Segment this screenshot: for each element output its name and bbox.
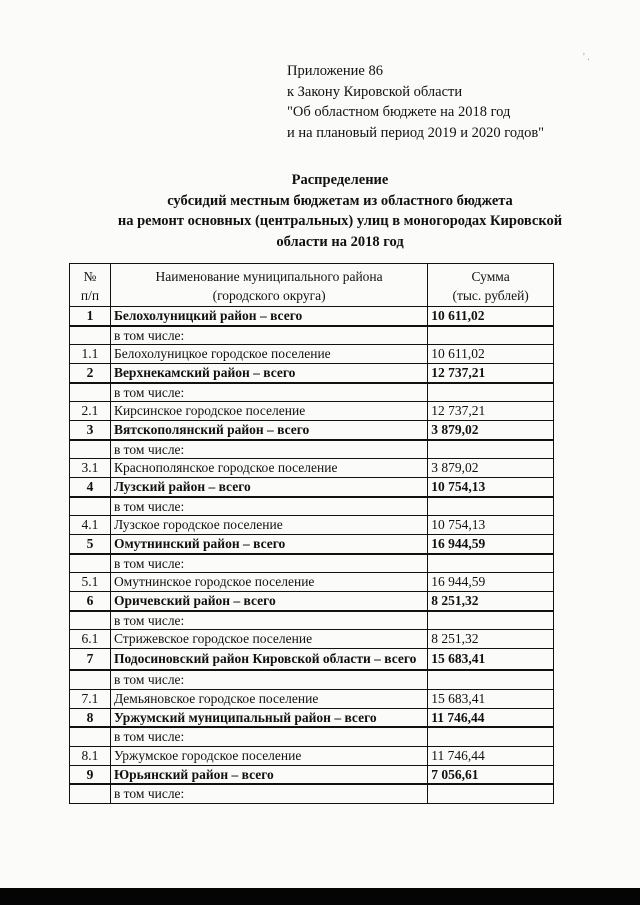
including-row <box>70 497 554 516</box>
subsidy-table <box>69 263 554 804</box>
appendix-line-1: Приложение 86 <box>287 63 383 79</box>
row-amount-cell <box>428 383 554 402</box>
row-name-cell: в том числе: <box>110 784 427 803</box>
settlement-row <box>70 630 554 649</box>
row-amount-cell: 11 746,44 <box>428 708 554 727</box>
row-number-cell: 2.1 <box>70 402 111 421</box>
row-number-cell: 8 <box>70 708 111 727</box>
row-name-cell: Уржумское городское поселение <box>110 746 427 765</box>
district-total-row <box>70 307 554 326</box>
settlement-row <box>70 573 554 592</box>
row-amount-cell: 16 944,59 <box>428 535 554 554</box>
row-name-cell: Демьяновское городское поселение <box>110 689 427 708</box>
including-row <box>70 326 554 345</box>
row-name-cell: Юрьянский район – всего <box>110 765 427 784</box>
row-number-cell <box>70 326 111 345</box>
row-name-cell: Лузский район – всего <box>110 478 427 497</box>
table-header-row <box>70 264 554 307</box>
row-number-cell <box>70 784 111 803</box>
title-line-1: Распределение <box>291 172 389 188</box>
row-amount-cell <box>428 326 554 345</box>
district-total-row <box>70 421 554 440</box>
settlement-row <box>70 345 554 364</box>
row-amount-cell: 8 251,32 <box>428 630 554 649</box>
district-total-row <box>70 478 554 497</box>
row-amount-cell: 16 944,59 <box>428 573 554 592</box>
row-amount-cell: 15 683,41 <box>428 689 554 708</box>
row-amount-cell: 3 879,02 <box>428 459 554 478</box>
header-name-line-2: (городского округа) <box>212 288 326 303</box>
header-num-line-1: № <box>83 269 97 284</box>
row-number-cell <box>70 611 111 630</box>
row-amount-cell: 7 056,61 <box>428 765 554 784</box>
row-number-cell: 7.1 <box>70 689 111 708</box>
row-name-cell: Верхнекамский район – всего <box>110 364 427 383</box>
row-number-cell <box>70 497 111 516</box>
row-name-cell: в том числе: <box>110 497 427 516</box>
including-row <box>70 554 554 573</box>
row-number-cell: 2 <box>70 364 111 383</box>
row-name-cell: в том числе: <box>110 383 427 402</box>
header-num <box>70 264 111 307</box>
row-amount-cell: 10 754,13 <box>428 516 554 535</box>
row-number-cell <box>70 727 111 746</box>
row-name-cell: Уржумский муниципальный район – всего <box>110 708 427 727</box>
title-line-2: субсидий местным бюджетам из областного бюджета <box>167 192 513 209</box>
row-number-cell <box>70 383 111 402</box>
including-row <box>70 611 554 630</box>
settlement-row <box>70 402 554 421</box>
row-name-cell: в том числе: <box>110 670 427 689</box>
row-number-cell: 6.1 <box>70 630 111 649</box>
header-name <box>110 264 427 307</box>
settlement-row <box>70 459 554 478</box>
row-amount-cell <box>428 497 554 516</box>
title-line-3: на ремонт основных (центральных) улиц в моногородах Кировской <box>117 213 563 229</box>
district-total-row <box>70 649 554 671</box>
including-row <box>70 440 554 459</box>
row-number-cell: 3 <box>70 421 111 440</box>
row-number-cell: 4 <box>70 478 111 497</box>
row-name-cell: Стрижевское городское поселение <box>110 630 427 649</box>
row-name-cell: в том числе: <box>110 554 427 573</box>
row-amount-cell: 10 754,13 <box>428 478 554 497</box>
row-name-cell: Оричевский район – всего <box>110 592 427 611</box>
header-sum-line-1: Сумма <box>471 269 510 284</box>
row-number-cell: 8.1 <box>70 746 111 765</box>
district-total-row <box>70 765 554 784</box>
row-amount-cell <box>428 554 554 573</box>
row-number-cell: 3.1 <box>70 459 111 478</box>
row-number-cell: 4.1 <box>70 516 111 535</box>
row-name-cell: в том числе: <box>110 727 427 746</box>
table-body <box>70 307 554 804</box>
row-name-cell: в том числе: <box>110 326 427 345</box>
including-row <box>70 383 554 402</box>
row-number-cell <box>70 440 111 459</box>
row-number-cell: 9 <box>70 765 111 784</box>
row-name-cell: Белохолуницкий район – всего <box>110 307 427 326</box>
header-sum-line-2: (тыс. рублей) <box>452 288 529 303</box>
row-amount-cell: 15 683,41 <box>428 649 554 671</box>
row-number-cell: 5.1 <box>70 573 111 592</box>
row-name-cell: Краснополянское городское поселение <box>110 459 427 478</box>
row-amount-cell: 12 737,21 <box>428 364 554 383</box>
district-total-row <box>70 708 554 727</box>
row-amount-cell: 11 746,44 <box>428 746 554 765</box>
row-name-cell: Подосиновский район Кировской области – всего <box>110 649 427 671</box>
header-num-line-2: п/п <box>80 288 100 303</box>
row-amount-cell <box>428 727 554 746</box>
row-amount-cell: 12 737,21 <box>428 402 554 421</box>
row-number-cell: 6 <box>70 592 111 611</box>
settlement-row <box>70 516 554 535</box>
district-total-row <box>70 592 554 611</box>
appendix-line-2: к Закону Кировской области <box>287 83 463 100</box>
row-name-cell: Вятскополянский район – всего <box>110 421 427 440</box>
appendix-line-3: "Об областном бюджете на 2018 год <box>287 104 511 120</box>
row-name-cell: Кирсинское городское поселение <box>110 402 427 421</box>
row-amount-cell <box>428 611 554 630</box>
row-name-cell: Омутнинский район – всего <box>110 535 427 554</box>
row-name-cell: Омутнинское городское поселение <box>110 573 427 592</box>
row-number-cell: 1.1 <box>70 345 111 364</box>
row-number-cell: 1 <box>70 307 111 326</box>
corner-mark: ' . <box>583 52 590 63</box>
district-total-row <box>70 364 554 383</box>
row-number-cell: 7 <box>70 649 111 671</box>
appendix-line-4: и на плановый период 2019 и 2020 годов" <box>287 124 545 141</box>
including-row <box>70 784 554 803</box>
appendix-header <box>287 61 544 143</box>
settlement-row <box>70 746 554 765</box>
row-amount-cell: 10 611,02 <box>428 345 554 364</box>
document-title <box>60 170 620 252</box>
settlement-row <box>70 689 554 708</box>
row-name-cell: в том числе: <box>110 440 427 459</box>
district-total-row <box>70 535 554 554</box>
row-amount-cell: 3 879,02 <box>428 421 554 440</box>
row-amount-cell: 8 251,32 <box>428 592 554 611</box>
row-number-cell <box>70 554 111 573</box>
including-row <box>70 670 554 689</box>
header-sum <box>428 264 554 307</box>
scan-edge-bar <box>0 888 640 905</box>
row-name-cell: Лузское городское поселение <box>110 516 427 535</box>
header-name-line-1: Наименование муниципального района <box>155 269 383 284</box>
title-line-4: области на 2018 год <box>276 233 404 250</box>
row-number-cell: 5 <box>70 535 111 554</box>
row-name-cell: Белохолуницкое городское поселение <box>110 345 427 364</box>
row-amount-cell <box>428 784 554 803</box>
row-amount-cell <box>428 440 554 459</box>
row-number-cell <box>70 670 111 689</box>
row-amount-cell: 10 611,02 <box>428 307 554 326</box>
including-row <box>70 727 554 746</box>
row-amount-cell <box>428 670 554 689</box>
row-name-cell: в том числе: <box>110 611 427 630</box>
